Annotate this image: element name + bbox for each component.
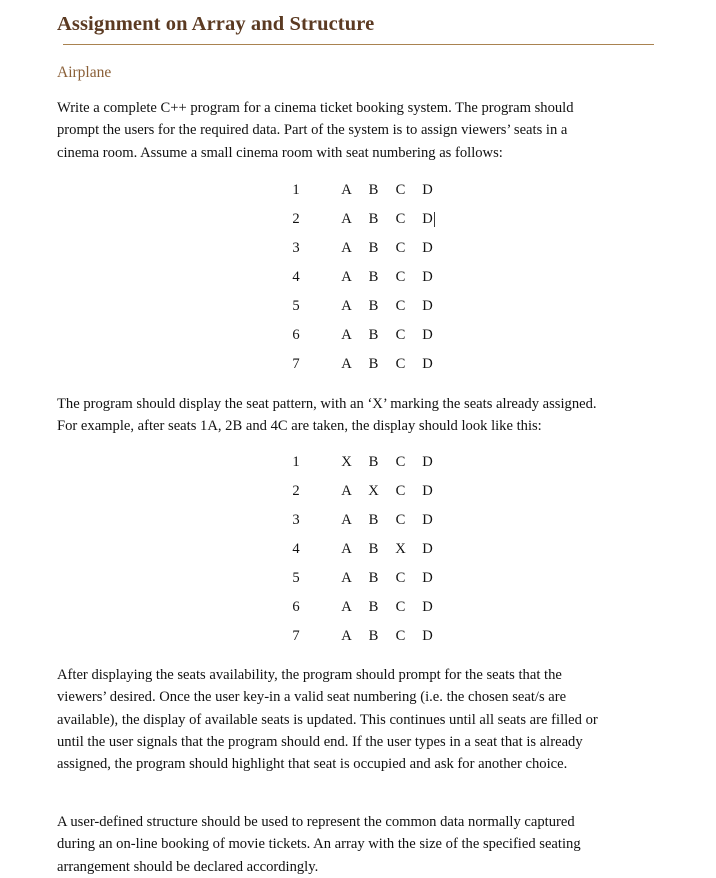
seat-cell: D	[422, 355, 433, 372]
paragraph-seat-pattern	[57, 379, 659, 437]
seat-cell: D	[422, 628, 433, 645]
seat-cell: B	[368, 512, 379, 529]
seat-cell: B	[368, 239, 379, 256]
seat-row-number: 5	[292, 297, 300, 314]
seat-cell: A	[341, 599, 352, 616]
seat-cell: A	[341, 268, 352, 285]
seat-cell: D	[422, 512, 433, 529]
seat-row-number: 4	[292, 541, 300, 558]
seat-cell: C	[395, 483, 406, 500]
table-row	[275, 205, 441, 234]
seat-cell: A	[341, 541, 352, 558]
seat-cell: C	[395, 570, 406, 587]
table-row	[275, 176, 441, 205]
paragraph-line: during an on-line booking of movie tickets. An array with the size of the specified seating	[57, 836, 581, 853]
seat-cell: B	[368, 541, 379, 558]
seat-row-number: 3	[292, 239, 300, 256]
seat-row-number: 3	[292, 512, 300, 529]
seat-cell: B	[368, 326, 379, 343]
seat-row-number: 4	[292, 268, 300, 285]
seat-row-number: 2	[292, 210, 300, 227]
seat-cell: A	[341, 297, 352, 314]
seat-cell: A	[341, 326, 352, 343]
seat-row-number: 5	[292, 570, 300, 587]
seat-row-number: 7	[292, 628, 300, 645]
seat-cell: C	[395, 268, 406, 285]
section-heading-airplane: Airplane	[57, 63, 112, 81]
seat-cell: A	[341, 181, 352, 198]
seat-cell: D	[422, 599, 433, 616]
table-row	[275, 292, 441, 321]
seat-grid-empty	[275, 176, 441, 379]
seat-cell: C	[395, 512, 406, 529]
seat-cell: B	[368, 599, 379, 616]
table-row	[275, 448, 441, 477]
paragraph-line: until the user signals that the program should end. If the user types in a seat that is already	[57, 733, 583, 750]
seat-cell: C	[395, 181, 406, 198]
seat-cell: X	[368, 483, 379, 500]
seat-grid-assigned	[275, 448, 441, 651]
seat-cell: D	[422, 297, 433, 314]
table-row	[275, 593, 441, 622]
seat-row-number: 2	[292, 483, 300, 500]
seat-row-number: 1	[292, 454, 300, 471]
paragraph-seat-selection	[57, 651, 659, 775]
paragraph-structure-requirement	[57, 775, 659, 878]
seat-cell: D	[422, 181, 433, 198]
table-row	[275, 477, 441, 506]
table-row	[275, 506, 441, 535]
paragraph-line: prompt the users for the required data. Part of the system is to assign viewers’ seats in a	[57, 122, 568, 139]
table-row	[275, 321, 441, 350]
seat-cell: B	[368, 454, 379, 471]
seat-cell: B	[368, 355, 379, 372]
paragraph-line: The program should display the seat pattern, with an ‘X’ marking the seats already assigned.	[57, 395, 597, 412]
seat-cell: C	[395, 326, 406, 343]
table-row	[275, 350, 441, 379]
seat-cell: C	[395, 297, 406, 314]
paragraph-line: assigned, the program should highlight that seat is occupied and ask for another choice.	[57, 756, 568, 773]
table-row	[275, 263, 441, 292]
seat-cell: C	[395, 454, 406, 471]
seat-cell: B	[368, 268, 379, 285]
seat-cell: D	[422, 570, 433, 587]
paragraph-line: A user-defined structure should be used to represent the common data normally captured	[57, 814, 575, 831]
paragraph-line: viewers’ desired. Once the user key-in a valid seat numbering (i.e. the chosen seat/s are	[57, 689, 567, 706]
seat-cell-with-caret	[414, 205, 441, 234]
table-row	[275, 535, 441, 564]
seat-cell: B	[368, 210, 379, 227]
seat-cell: C	[395, 355, 406, 372]
seat-cell: D	[422, 483, 433, 500]
seat-cell: B	[368, 181, 379, 198]
text-cursor-caret	[434, 212, 436, 227]
seat-cell: C	[395, 210, 406, 227]
seat-cell: D	[422, 239, 433, 256]
seat-cell: A	[341, 239, 352, 256]
page-title: Assignment on Array and Structure	[57, 13, 375, 35]
table-row	[275, 622, 441, 651]
paragraph-line: arrangement should be declared accordingly.	[57, 858, 319, 875]
seat-row-number: 1	[292, 181, 300, 198]
seat-cell: C	[395, 599, 406, 616]
seat-cell: A	[341, 570, 352, 587]
seat-cell: C	[395, 628, 406, 645]
seat-row-number: 7	[292, 355, 300, 372]
seat-cell: D	[422, 210, 433, 227]
table-row	[275, 234, 441, 263]
seat-cell: B	[368, 570, 379, 587]
seat-cell: A	[341, 483, 352, 500]
seat-row-number: 6	[292, 599, 300, 616]
seat-cell: C	[395, 239, 406, 256]
paragraph-intro	[57, 82, 659, 164]
seat-cell: A	[341, 355, 352, 372]
paragraph-line: available), the display of available seats is updated. This continues until all seats are filled or	[57, 711, 598, 728]
seat-cell: A	[341, 210, 352, 227]
paragraph-line: cinema room. Assume a small cinema room with seat numbering as follows:	[57, 144, 503, 161]
seat-cell: A	[341, 628, 352, 645]
seat-cell: X	[341, 454, 352, 471]
seat-cell: D	[422, 268, 433, 285]
seat-cell: D	[422, 326, 433, 343]
seat-cell: X	[395, 541, 406, 558]
seat-row-number: 6	[292, 326, 300, 343]
paragraph-line: Write a complete C++ program for a cinema ticket booking system. The program should	[57, 100, 574, 117]
paragraph-line: For example, after seats 1A, 2B and 4C are taken, the display should look like this:	[57, 418, 542, 435]
seat-cell: B	[368, 297, 379, 314]
paragraph-line: After displaying the seats availability, the program should prompt for the seats that the	[57, 667, 562, 684]
seat-cell: A	[341, 512, 352, 529]
seat-cell: B	[368, 628, 379, 645]
seat-cell: D	[422, 541, 433, 558]
seat-cell: D	[422, 454, 433, 471]
table-row	[275, 564, 441, 593]
